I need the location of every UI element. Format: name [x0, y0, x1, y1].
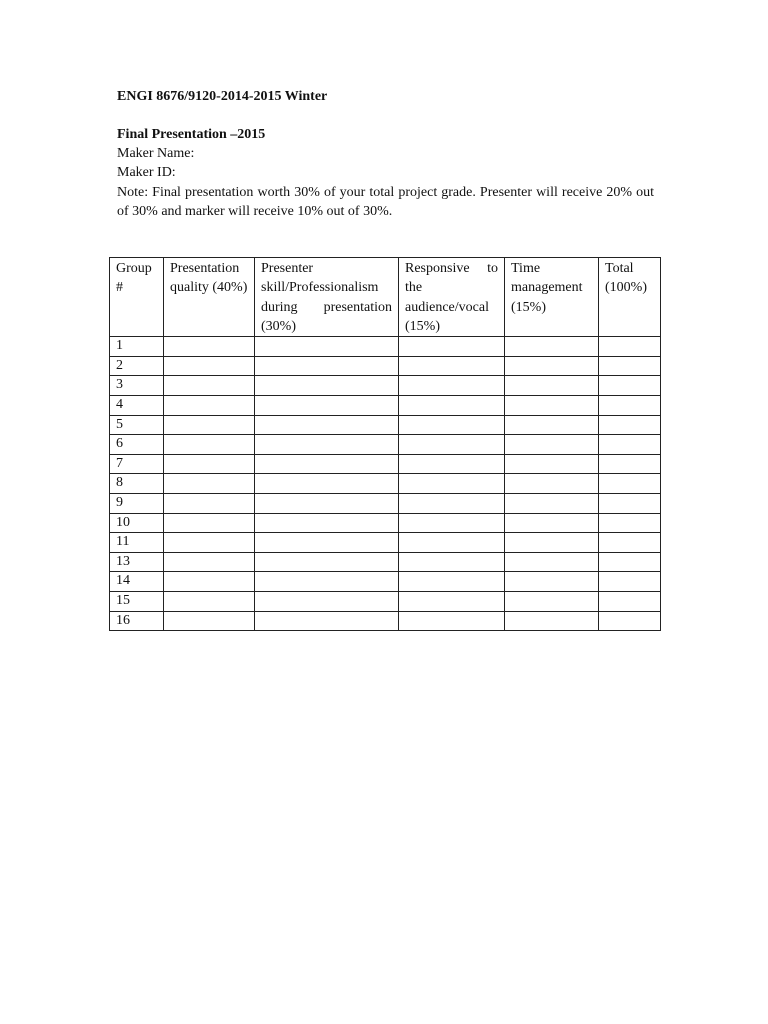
- table-row: [110, 356, 661, 376]
- skill-score-cell[interactable]: [255, 435, 399, 455]
- table-row: [110, 533, 661, 553]
- time-score-cell[interactable]: [505, 611, 599, 631]
- total-score-cell[interactable]: [599, 611, 661, 631]
- total-score-cell[interactable]: [599, 454, 661, 474]
- quality-score-cell[interactable]: [164, 356, 255, 376]
- quality-score-cell[interactable]: [164, 533, 255, 553]
- group-cell: 7: [110, 454, 164, 474]
- quality-score-cell[interactable]: [164, 435, 255, 455]
- table-row: [110, 591, 661, 611]
- quality-score-cell[interactable]: [164, 337, 255, 357]
- responsive-score-cell[interactable]: [399, 493, 505, 513]
- responsive-score-cell[interactable]: [399, 435, 505, 455]
- table-row: [110, 611, 661, 631]
- responsive-score-cell[interactable]: [399, 572, 505, 592]
- table-row: [110, 435, 661, 455]
- time-score-cell[interactable]: [505, 474, 599, 494]
- table-header-row: [110, 258, 661, 337]
- table-row: [110, 552, 661, 572]
- header-time-management: Time management (15%): [505, 258, 599, 337]
- group-cell: 16: [110, 611, 164, 631]
- group-cell: 8: [110, 474, 164, 494]
- course-title: ENGI 8676/9120-2014-2015 Winter: [117, 89, 328, 104]
- total-score-cell[interactable]: [599, 435, 661, 455]
- table-row: [110, 337, 661, 357]
- group-cell: 5: [110, 415, 164, 435]
- total-score-cell[interactable]: [599, 337, 661, 357]
- skill-score-cell[interactable]: [255, 591, 399, 611]
- quality-score-cell[interactable]: [164, 513, 255, 533]
- group-cell: 4: [110, 395, 164, 415]
- group-cell: 11: [110, 533, 164, 553]
- time-score-cell[interactable]: [505, 493, 599, 513]
- quality-score-cell[interactable]: [164, 454, 255, 474]
- quality-score-cell[interactable]: [164, 376, 255, 396]
- responsive-score-cell[interactable]: [399, 415, 505, 435]
- total-score-cell[interactable]: [599, 493, 661, 513]
- group-cell: 9: [110, 493, 164, 513]
- table-row: [110, 376, 661, 396]
- quality-score-cell[interactable]: [164, 474, 255, 494]
- responsive-score-cell[interactable]: [399, 337, 505, 357]
- grading-table-body: [110, 337, 661, 631]
- table-row: [110, 572, 661, 592]
- responsive-score-cell[interactable]: [399, 376, 505, 396]
- responsive-score-cell[interactable]: [399, 533, 505, 553]
- total-score-cell[interactable]: [599, 395, 661, 415]
- group-cell: 1: [110, 337, 164, 357]
- time-score-cell[interactable]: [505, 435, 599, 455]
- responsive-score-cell[interactable]: [399, 591, 505, 611]
- time-score-cell[interactable]: [505, 552, 599, 572]
- group-cell: 10: [110, 513, 164, 533]
- time-score-cell[interactable]: [505, 356, 599, 376]
- header-total: Total (100%): [599, 258, 661, 337]
- total-score-cell[interactable]: [599, 474, 661, 494]
- time-score-cell[interactable]: [505, 572, 599, 592]
- responsive-score-cell[interactable]: [399, 356, 505, 376]
- responsive-score-cell[interactable]: [399, 454, 505, 474]
- skill-score-cell[interactable]: [255, 533, 399, 553]
- total-score-cell[interactable]: [599, 572, 661, 592]
- presentation-heading: Final Presentation –2015: [117, 127, 266, 142]
- maker-name-label: Maker Name:: [117, 146, 195, 161]
- skill-score-cell[interactable]: [255, 513, 399, 533]
- responsive-score-cell[interactable]: [399, 513, 505, 533]
- group-cell: 13: [110, 552, 164, 572]
- time-score-cell[interactable]: [505, 513, 599, 533]
- skill-score-cell[interactable]: [255, 454, 399, 474]
- time-score-cell[interactable]: [505, 415, 599, 435]
- quality-score-cell[interactable]: [164, 552, 255, 572]
- responsive-score-cell[interactable]: [399, 611, 505, 631]
- table-row: [110, 493, 661, 513]
- table-row: [110, 513, 661, 533]
- table-row: [110, 415, 661, 435]
- total-score-cell[interactable]: [599, 415, 661, 435]
- grading-note: Note: Final presentation worth 30% of your total project grade. Presenter will receive 20% out of 30% and marker will receive 10% out of 30%.: [117, 185, 654, 219]
- total-score-cell[interactable]: [599, 513, 661, 533]
- responsive-score-cell[interactable]: [399, 552, 505, 572]
- quality-score-cell[interactable]: [164, 395, 255, 415]
- skill-score-cell[interactable]: [255, 337, 399, 357]
- skill-score-cell[interactable]: [255, 552, 399, 572]
- skill-score-cell[interactable]: [255, 611, 399, 631]
- quality-score-cell[interactable]: [164, 611, 255, 631]
- skill-score-cell[interactable]: [255, 474, 399, 494]
- skill-score-cell[interactable]: [255, 356, 399, 376]
- table-row: [110, 474, 661, 494]
- responsive-score-cell[interactable]: [399, 395, 505, 415]
- quality-score-cell[interactable]: [164, 415, 255, 435]
- quality-score-cell[interactable]: [164, 591, 255, 611]
- group-cell: 6: [110, 435, 164, 455]
- time-score-cell[interactable]: [505, 454, 599, 474]
- total-score-cell[interactable]: [599, 356, 661, 376]
- header-presentation-quality: Presentation quality (40%): [164, 258, 255, 337]
- header-presenter-skill: Presenter skill/Professionalism during presentation (30%): [255, 258, 399, 337]
- time-score-cell[interactable]: [505, 337, 599, 357]
- quality-score-cell[interactable]: [164, 572, 255, 592]
- group-cell: 14: [110, 572, 164, 592]
- time-score-cell[interactable]: [505, 395, 599, 415]
- group-cell: 15: [110, 591, 164, 611]
- skill-score-cell[interactable]: [255, 376, 399, 396]
- total-score-cell[interactable]: [599, 591, 661, 611]
- group-cell: 3: [110, 376, 164, 396]
- quality-score-cell[interactable]: [164, 493, 255, 513]
- time-score-cell[interactable]: [505, 376, 599, 396]
- skill-score-cell[interactable]: [255, 493, 399, 513]
- grading-table: [109, 257, 661, 631]
- time-score-cell[interactable]: [505, 591, 599, 611]
- header-responsive: Responsive to the audience/vocal (15%): [399, 258, 505, 337]
- skill-score-cell[interactable]: [255, 415, 399, 435]
- responsive-score-cell[interactable]: [399, 474, 505, 494]
- header-group: Group #: [110, 258, 164, 337]
- skill-score-cell[interactable]: [255, 395, 399, 415]
- total-score-cell[interactable]: [599, 533, 661, 553]
- time-score-cell[interactable]: [505, 533, 599, 553]
- group-cell: 2: [110, 356, 164, 376]
- skill-score-cell[interactable]: [255, 572, 399, 592]
- total-score-cell[interactable]: [599, 376, 661, 396]
- table-row: [110, 454, 661, 474]
- maker-id-label: Maker ID:: [117, 165, 176, 180]
- table-row: [110, 395, 661, 415]
- total-score-cell[interactable]: [599, 552, 661, 572]
